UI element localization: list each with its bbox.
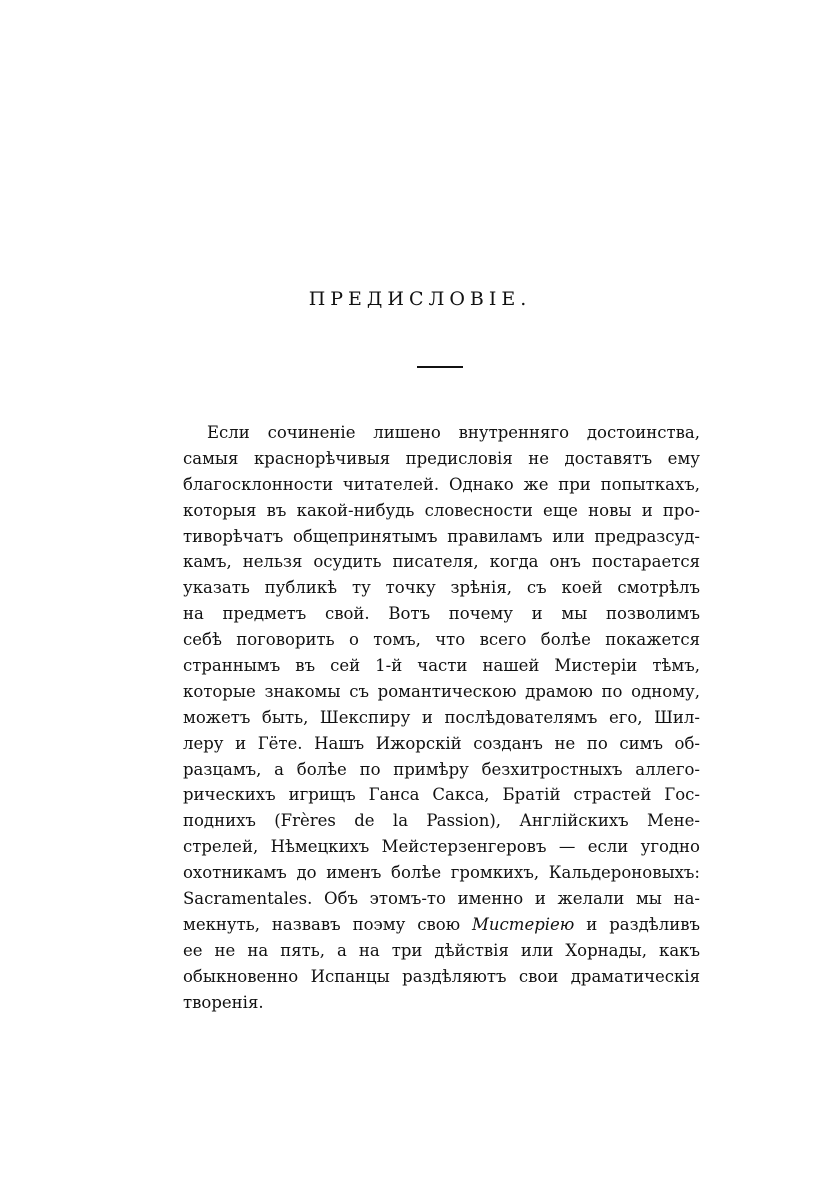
- text-line-with-italic: [183, 912, 700, 938]
- preface-paragraph: [183, 420, 700, 1015]
- text-line: которые знакомы съ романтическою драмою по одному,: [183, 681, 700, 701]
- text-line: можетъ быть, Шекспиру и послѣдователямъ его, Шил-: [183, 707, 700, 727]
- text-line: обыкновенно Испанцы раздѣляютъ свои драматическія: [183, 966, 700, 986]
- text-line: леру и Гёте. Нашъ Ижорскій созданъ не по симъ об-: [183, 733, 700, 753]
- text-line: Если сочиненіе лишено внутренняго достоинства,: [207, 423, 700, 442]
- text-line: стрелей, Нѣмецкихъ Мейстерзенгеровъ — если угодно: [183, 837, 700, 857]
- text-line: творенія.: [183, 992, 264, 1012]
- text-segment: и раздѣливъ: [586, 914, 701, 934]
- text-line: себѣ поговорить о томъ, что всего болѣе покажется: [183, 630, 700, 650]
- text-line: Sacramentales. Объ этомъ-то именно и желали мы на-: [183, 889, 700, 909]
- text-line: которыя въ какой-нибудь словесности еще новы и про-: [183, 500, 700, 520]
- text-line: разцамъ, а болѣе по примѣру безхитростныхъ аллего-: [183, 759, 700, 779]
- text-line: указать публикѣ ту точку зрѣнія, съ коей смотрѣлъ: [183, 578, 700, 598]
- text-line: на предметъ свой. Вотъ почему и мы позволимъ: [183, 604, 700, 624]
- italic-title-mysteria: Мистеріею: [472, 914, 575, 934]
- text-line: самыя краснорѣчивыя предисловія не доставятъ ему: [183, 448, 700, 468]
- text-line: камъ, нельзя осудить писателя, когда онъ постарается: [183, 552, 700, 572]
- text-segment: мекнуть, назвавъ поэму свою: [183, 914, 461, 934]
- page-title: ПРЕДИСЛОВІЕ.: [308, 288, 532, 310]
- text-line: ее не на пять, а на три дѣйствія или Хорнады, какъ: [183, 940, 700, 960]
- text-line: охотникамъ до именъ болѣе громкихъ, Кальдероновыхъ:: [183, 863, 700, 883]
- text-line: рическихъ игрищъ Ганса Сакса, Братій страстей Гос-: [183, 785, 700, 805]
- text-line: страннымъ въ сей 1-й части нашей Мистеріи тѣмъ,: [183, 656, 700, 676]
- text-line: благосклонности читателей. Однако же при попыткахъ,: [183, 474, 700, 494]
- text-line: поднихъ (Frères de la Passion), Англійскихъ Мене-: [183, 811, 700, 831]
- title-divider: [417, 366, 463, 368]
- text-line: тиворѣчатъ общепринятымъ правиламъ или предразсуд-: [183, 526, 700, 546]
